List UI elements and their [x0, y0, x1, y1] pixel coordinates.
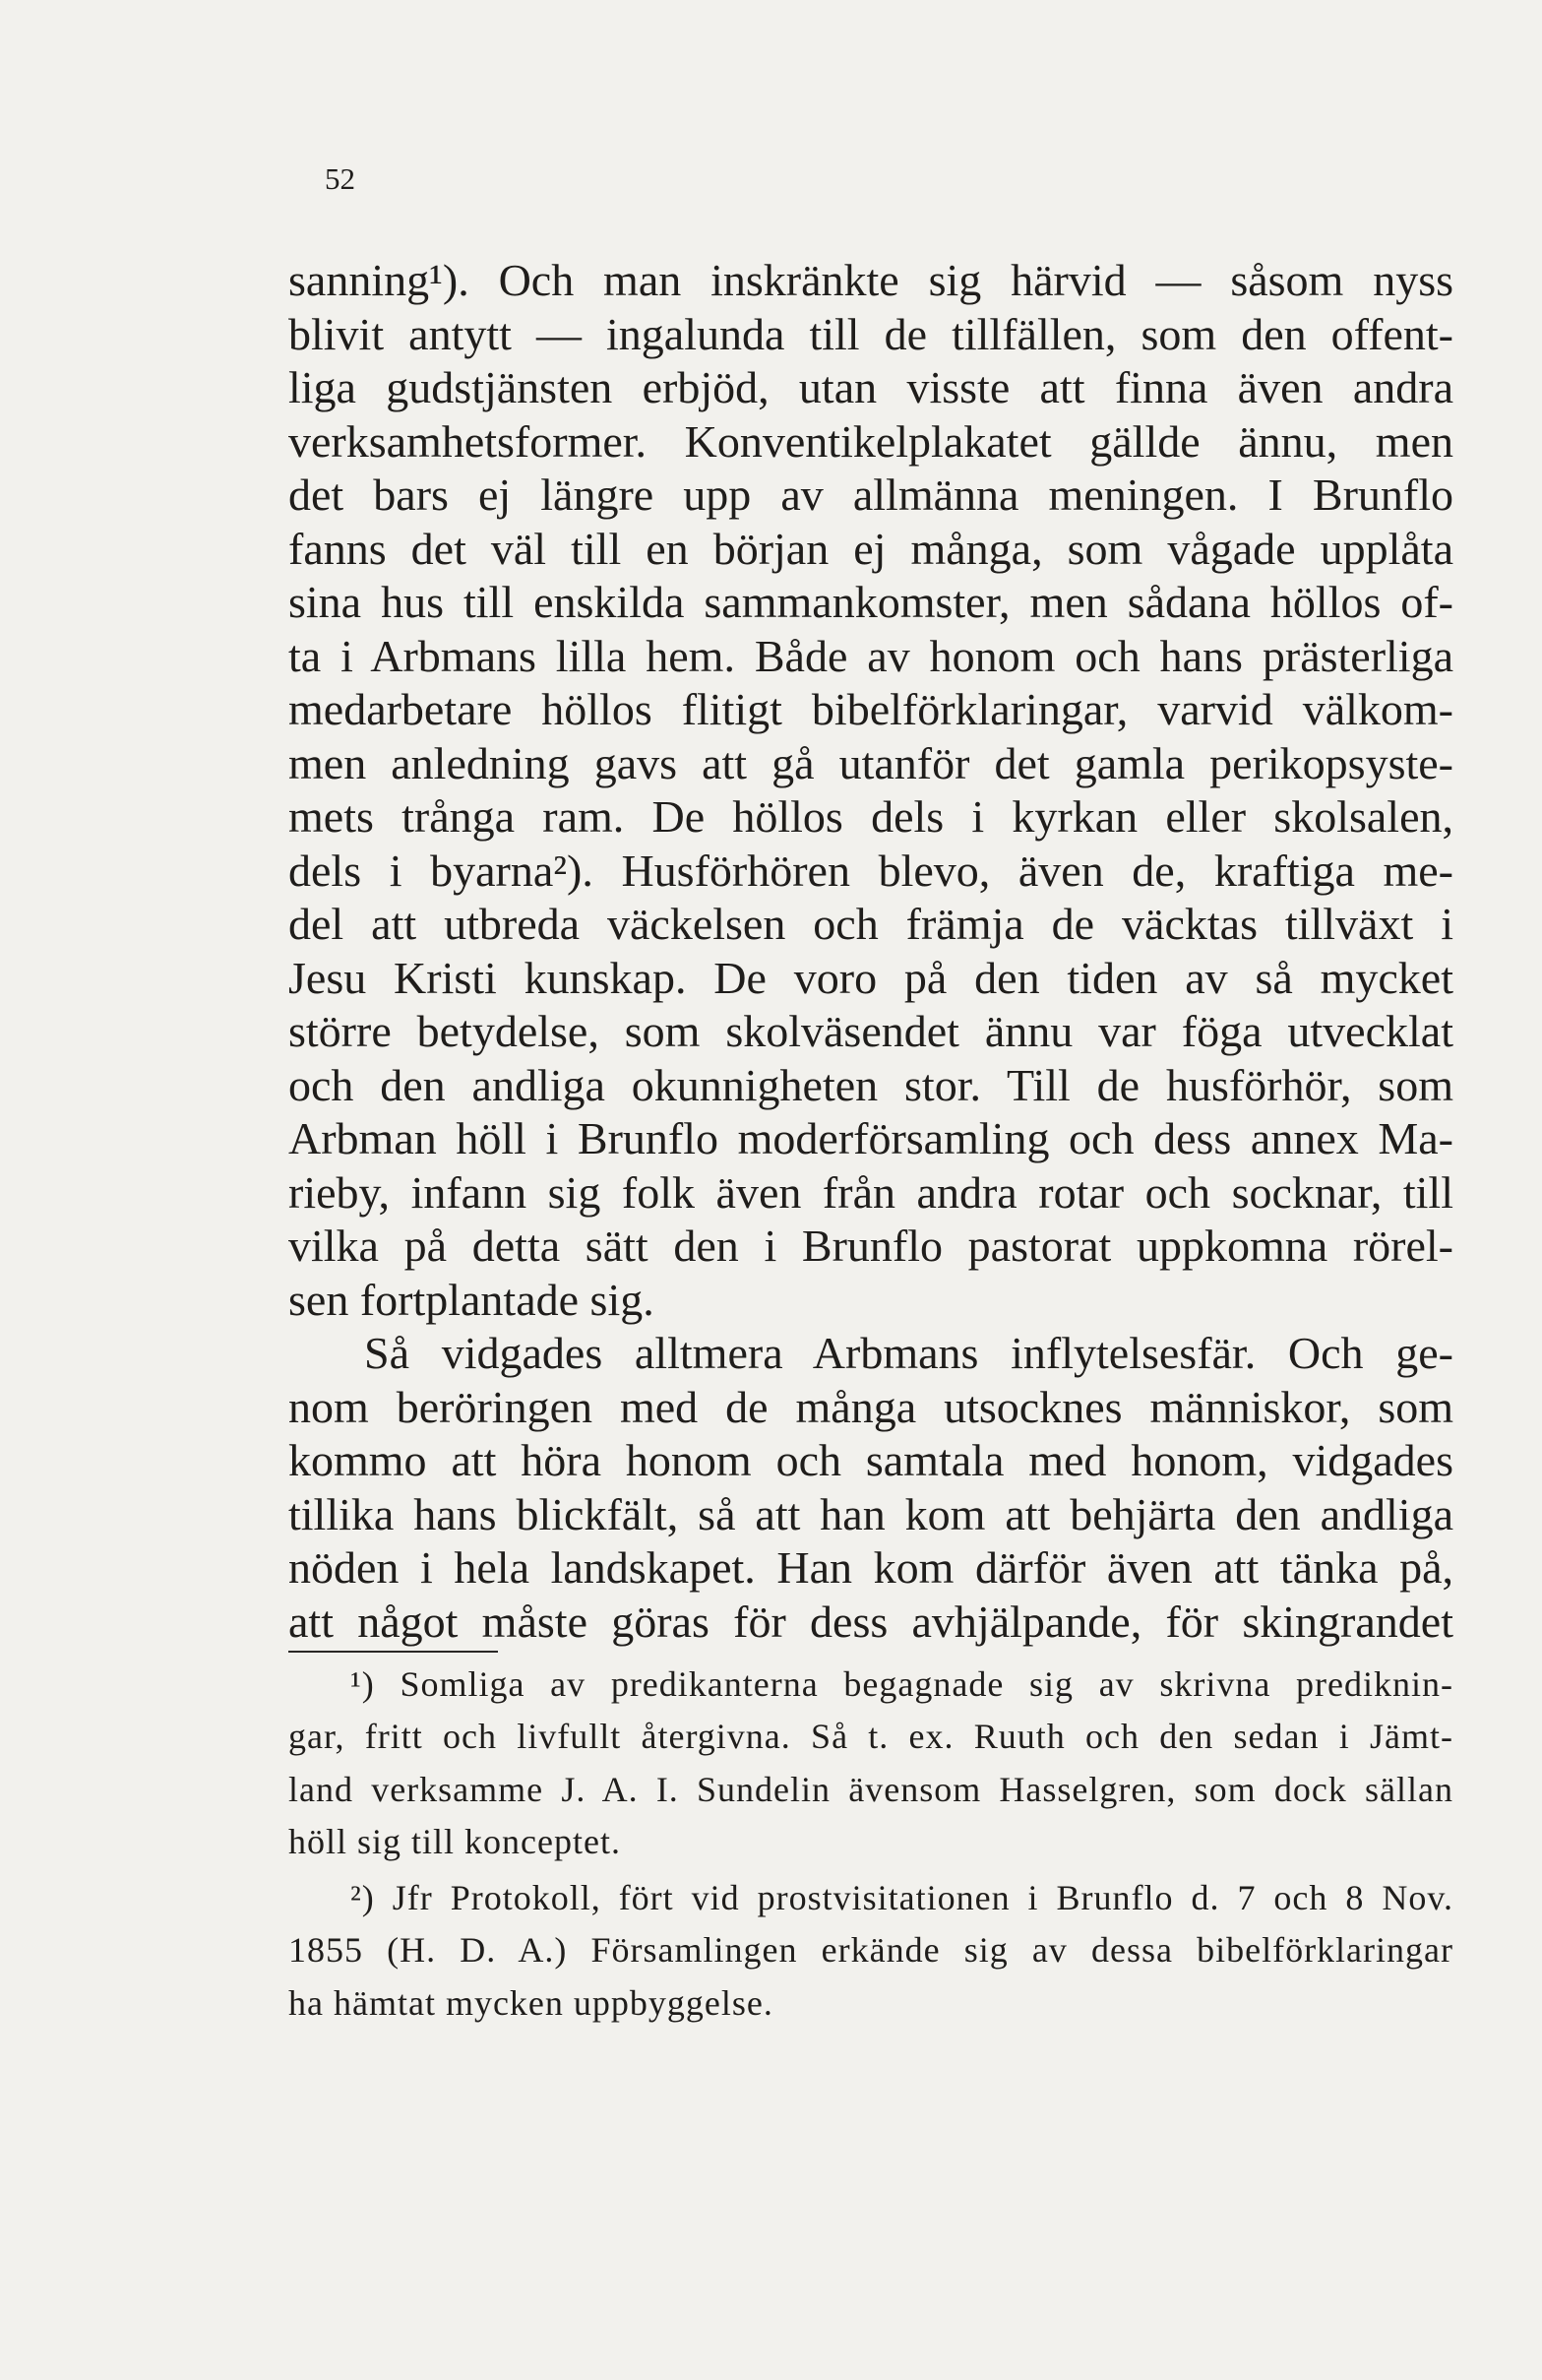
text-line: Så vidgades alltmera Arbmans inflytelsesfär. Och ge- [364, 1328, 1453, 1378]
text-line: större betydelse, som skolväsendet ännu var föga utvecklat [288, 1006, 1453, 1056]
text-line: att något måste göras för dess avhjälpande, för skingrandet [288, 1596, 1453, 1647]
text-line: rieby, infann sig folk även från andra rotar och socknar, till [288, 1166, 1453, 1218]
footnote-line: ¹) Somliga av predikanterna begagnade sig av skrivna prediknin- [350, 1664, 1453, 1704]
footnote-divider [288, 1651, 498, 1653]
text-line: men anledning gavs att gå utanför det gamla perikopsyste- [288, 737, 1453, 788]
text-line: vilka på detta sätt den i Brunflo pastorat uppkomna rörel- [288, 1221, 1453, 1271]
footnote [288, 1872, 1453, 2030]
text-line: sanning¹). Och man inskränkte sig härvid — såsom nyss [288, 255, 1453, 305]
text-line: kommo att höra honom och samtala med honom, vidgades [288, 1435, 1453, 1485]
paragraph [288, 1327, 1453, 1649]
footnote-line: gar, fritt och livfullt återgivna. Så t. ex. Ruuth och den sedan i Jämt- [288, 1717, 1453, 1757]
page-number: 52 [325, 161, 355, 196]
text-line: dels i byarna²). Husförhören blevo, även de, kraftiga me- [288, 845, 1453, 896]
text-line: sen fortplantade sig. [288, 1274, 654, 1325]
footnote [288, 1659, 1453, 1868]
text-line: tillika hans blickfält, så att han kom att behjärta den andliga [288, 1488, 1453, 1539]
text-line: medarbetare höllos flitigt bibelförklaringar, varvid välkom- [288, 684, 1453, 734]
text-line: liga gudstjänsten erbjöd, utan visste att finna även andra [288, 362, 1453, 412]
text-line: mets trånga ram. De höllos dels i kyrkan eller skolsalen, [288, 791, 1453, 842]
footnote-line: ²) Jfr Protokoll, fört vid prostvisitationen i Brunflo d. 7 och 8 Nov. [350, 1878, 1453, 1918]
text-line: ta i Arbmans lilla hem. Både av honom och hans prästerliga [288, 630, 1453, 681]
footnote-line: 1855 (H. D. A.) Församlingen erkände sig av dessa bibelförklaringar [288, 1930, 1453, 1971]
text-line: fanns det väl till en början ej många, som vågade upplåta [288, 523, 1453, 574]
text-line: blivit antytt — ingalunda till de tillfällen, som den offent- [288, 308, 1453, 359]
text-line: sina hus till enskilda sammankomster, men sådana höllos of- [288, 577, 1453, 627]
footnote-line: ha hämtat mycken uppbyggelse. [288, 1982, 773, 2023]
body-text [288, 254, 1453, 1649]
text-line: och den andliga okunnigheten stor. Till de husförhör, som [288, 1059, 1453, 1110]
footnote-line: land verksamme J. A. I. Sundelin ävensom Hasselgren, som dock sällan [288, 1769, 1453, 1809]
text-line: Arbman höll i Brunflo moderförsamling och dess annex Ma- [288, 1113, 1453, 1163]
paragraph [288, 254, 1453, 1327]
text-line: Jesu Kristi kunskap. De voro på den tiden av så mycket [288, 952, 1453, 1003]
footnotes [288, 1659, 1453, 2030]
footnote-line: höll sig till konceptet. [288, 1821, 621, 1861]
text-line: det bars ej längre upp av allmänna meningen. I Brunflo [288, 470, 1453, 520]
text-line: del att utbreda väckelsen och främja de väcktas tillväxt i [288, 899, 1453, 949]
text-line: verksamhetsformer. Konventikelplakatet gällde ännu, men [288, 415, 1453, 467]
text-line: nöden i hela landskapet. Han kom därför även att tänka på, [288, 1542, 1453, 1593]
text-line: nom beröringen med de många utsocknes människor, som [288, 1381, 1453, 1432]
